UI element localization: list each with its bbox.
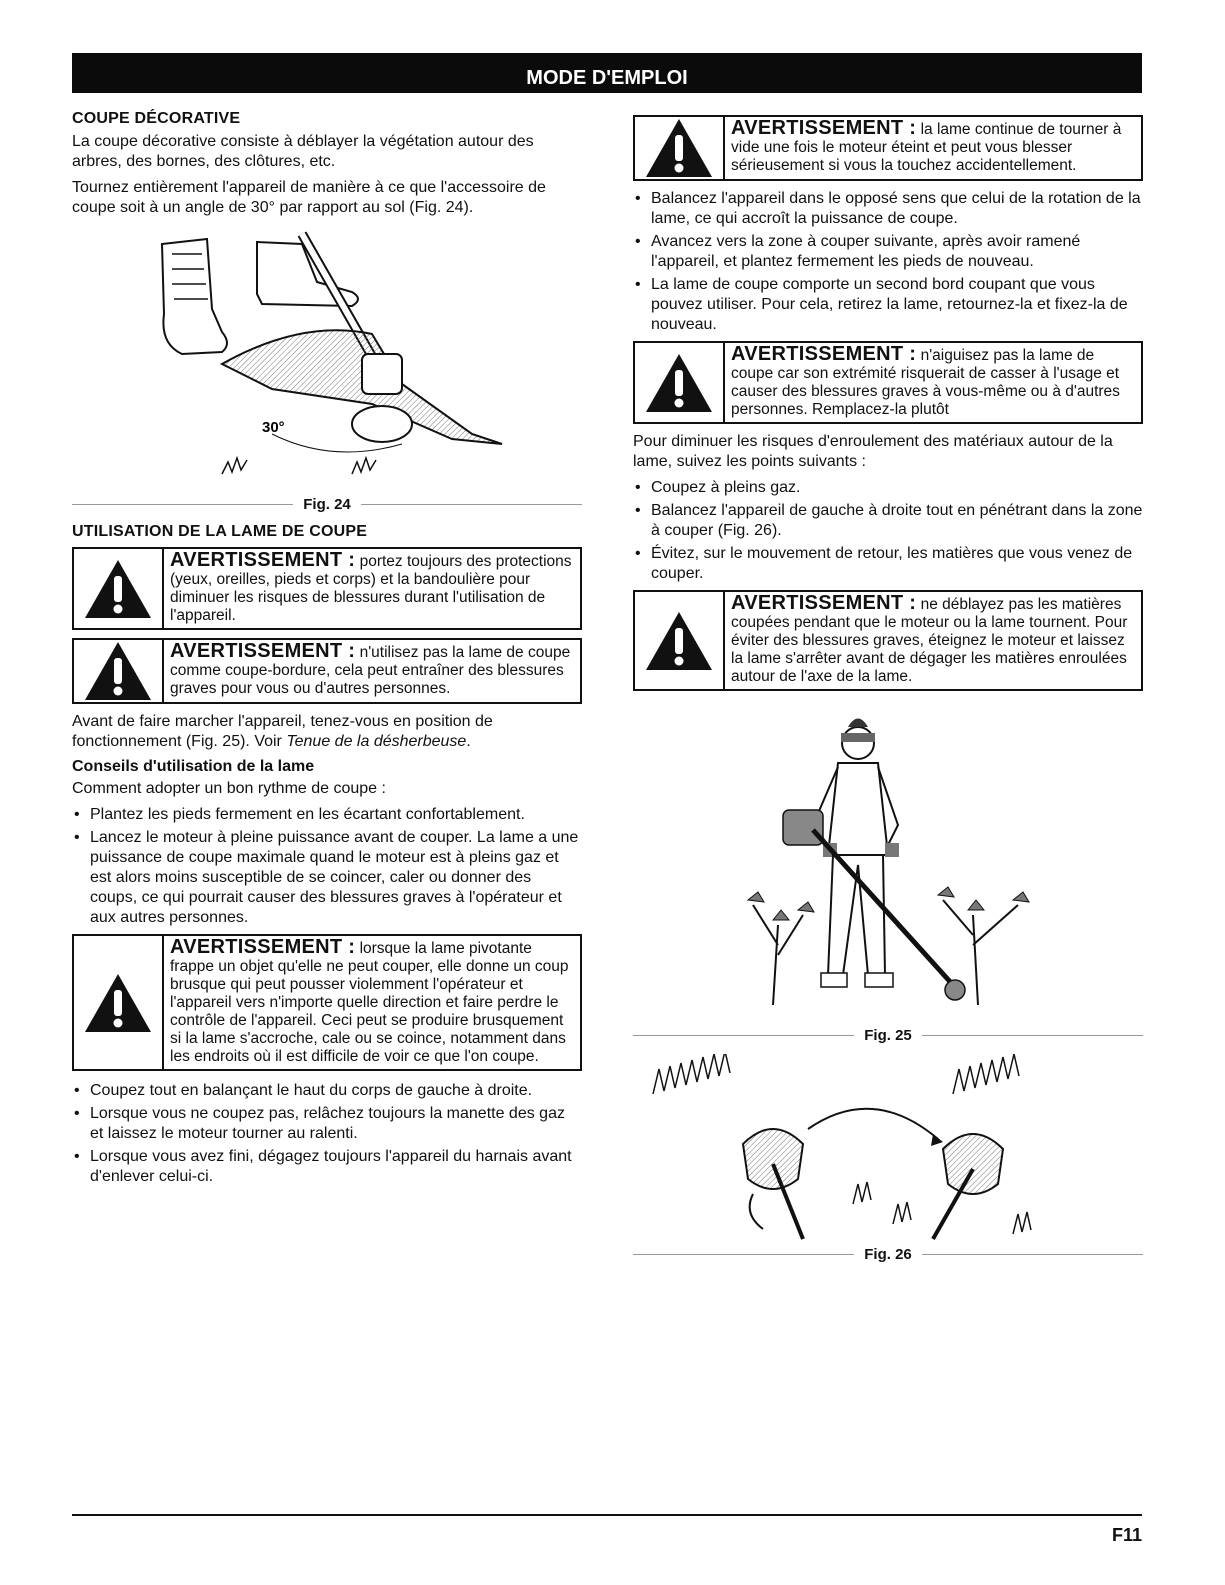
figure-caption <box>633 1246 1143 1263</box>
warning-title: AVERTISSEMENT : <box>731 592 917 614</box>
warning-icon <box>635 343 725 422</box>
figure-caption <box>633 1027 1143 1044</box>
warning-icon <box>74 549 164 628</box>
warning-text: la lame continue de tourner à vide une fois le moteur éteint et peut vous blesser sérieusement si vous la touchez accidentellement. <box>731 121 1122 174</box>
warning-icon <box>74 936 164 1069</box>
bullet-list <box>72 1081 582 1187</box>
warning-box <box>633 590 1143 691</box>
warning-text: ne déblayez pas les matières coupées pendant que le moteur ou la lame tournent. Pour éviter des blessures graves, éteignez le moteur et laissez la lame s'arrêter avant de dégager les matières enroulées autour de l'axe de la lame. <box>731 596 1128 685</box>
warning-box <box>72 638 582 704</box>
trimmer-angle-illustration <box>72 224 582 494</box>
figure-24 <box>72 224 582 494</box>
warning-box <box>633 115 1143 181</box>
warning-title: AVERTISSEMENT : <box>170 549 356 571</box>
warning-text: lorsque la lame pivotante frappe un objet qu'elle ne peut couper, elle donne un coup brusque qui peut pousser violemment l'opérateur et l'appareil vers n'importe quelle direction et faire perdre le contrôle de l'appareil. Ceci peut se produire brusquement si la lame s'accroche, cale ou se coince, notamment dans les endroits où il est difficile de voir ce que l'on coupe. <box>170 940 569 1065</box>
list-item: • Balancez l'appareil dans le opposé sens que celui de la rotation de la lame, ce qui accroît la puissance de coupe. <box>635 190 1141 227</box>
paragraph: Avant de faire marcher l'appareil, tenez-vous en position de fonctionnement (Fig. 25). Voir Tenue de la désherbeuse. <box>72 713 493 750</box>
list-item: • Avancez vers la zone à couper suivante, après avoir ramené l'appareil, et plantez fermement les pieds de nouveau. <box>635 233 1081 270</box>
warning-box <box>633 341 1143 424</box>
warning-title: AVERTISSEMENT : <box>731 343 917 365</box>
list-item: • Plantez les pieds fermement en les écartant confortablement. <box>74 806 525 823</box>
left-column <box>72 110 582 1193</box>
right-column <box>633 110 1143 1273</box>
paragraph: Pour diminuer les risques d'enroulement des matériaux autour de la lame, suivez les points suivants : <box>633 433 1113 470</box>
warning-title: AVERTISSEMENT : <box>731 117 917 139</box>
list-item: • Lorsque vous avez fini, dégagez toujours l'appareil du harnais avant d'enlever celui-ci. <box>74 1148 572 1185</box>
warning-icon <box>635 592 725 689</box>
paragraph: Comment adopter un bon rythme de coupe : <box>72 780 386 797</box>
figure-caption <box>72 496 582 513</box>
section-title-lame: UTILISATION DE LA LAME DE COUPE <box>72 523 368 540</box>
figure-26 <box>633 1054 1143 1244</box>
warning-title: AVERTISSEMENT : <box>170 936 356 958</box>
list-item: • Lorsque vous ne coupez pas, relâchez toujours la manette des gaz et laissez le moteur tourner au ralenti. <box>74 1105 565 1142</box>
operator-with-trimmer-illustration <box>633 705 1143 1025</box>
warning-title: AVERTISSEMENT : <box>170 640 356 662</box>
warning-text: n'utilisez pas la lame de coupe comme coupe-bordure, cela peut entraîner des blessures graves pour vous ou d'autres personnes. <box>170 644 571 697</box>
section-title-coupe-decorative: COUPE DÉCORATIVE <box>72 110 241 127</box>
warning-icon <box>635 117 725 179</box>
warning-text: n'aiguisez pas la lame de coupe car son extrémité risquerait de casser à l'usage et causer des blessures graves à vous-même ou à d'autres personnes. Remplacez-la plutôt <box>731 347 1120 418</box>
list-item: • Lancez le moteur à pleine puissance avant de couper. La lame a une puissance de coupe maximale quand le moteur est à pleins gaz et est alors moins susceptible de se coincer, caler ou donner des coups, ce qui pourrait causer des blessures graves à l'opérateur et aux autres personnes. <box>74 829 579 926</box>
fig-26-label: Fig. 26 <box>864 1246 912 1263</box>
figure-25 <box>633 705 1143 1025</box>
bullet-list <box>633 478 1143 584</box>
fig-24-label: Fig. 24 <box>303 496 351 513</box>
bullet-list <box>72 805 582 928</box>
list-item: • La lame de coupe comporte un second bord coupant que vous pouvez utiliser. Pour cela, retirez la lame, retournez-la et fixez-la de nouveau. <box>635 276 1128 333</box>
page-header: MODE D'EMPLOI <box>72 53 1142 93</box>
warning-text: portez toujours des protections (yeux, oreilles, pieds et corps) et la bandoulière pour diminuer les risques de blessures durant l'utilisation de l'appareil. <box>170 553 572 624</box>
list-item: • Coupez tout en balançant le haut du corps de gauche à droite. <box>74 1082 533 1099</box>
fig-25-label: Fig. 25 <box>864 1027 912 1044</box>
subsection-title: Conseils d'utilisation de la lame <box>72 758 315 775</box>
warning-icon <box>74 640 164 702</box>
swing-motion-illustration <box>633 1054 1143 1244</box>
angle-label: 30° <box>262 419 285 436</box>
list-item: • Balancez l'appareil de gauche à droite tout en pénétrant dans la zone à couper (Fig. 26). <box>635 502 1143 539</box>
list-item: • Coupez à pleins gaz. <box>635 479 801 496</box>
page-number: F11 <box>1111 1525 1142 1545</box>
footer-rule <box>72 1514 1142 1516</box>
bullet-list <box>633 189 1143 335</box>
warning-box <box>72 934 582 1071</box>
paragraph: La coupe décorative consiste à déblayer la végétation autour des arbres, des bornes, des clôtures, etc. <box>72 133 534 170</box>
warning-box <box>72 547 582 630</box>
paragraph: Tournez entièrement l'appareil de manière à ce que l'accessoire de coupe soit à un angle de 30° par rapport au sol (Fig. 24). <box>72 179 546 216</box>
list-item: • Évitez, sur le mouvement de retour, les matières que vous venez de couper. <box>635 545 1133 582</box>
